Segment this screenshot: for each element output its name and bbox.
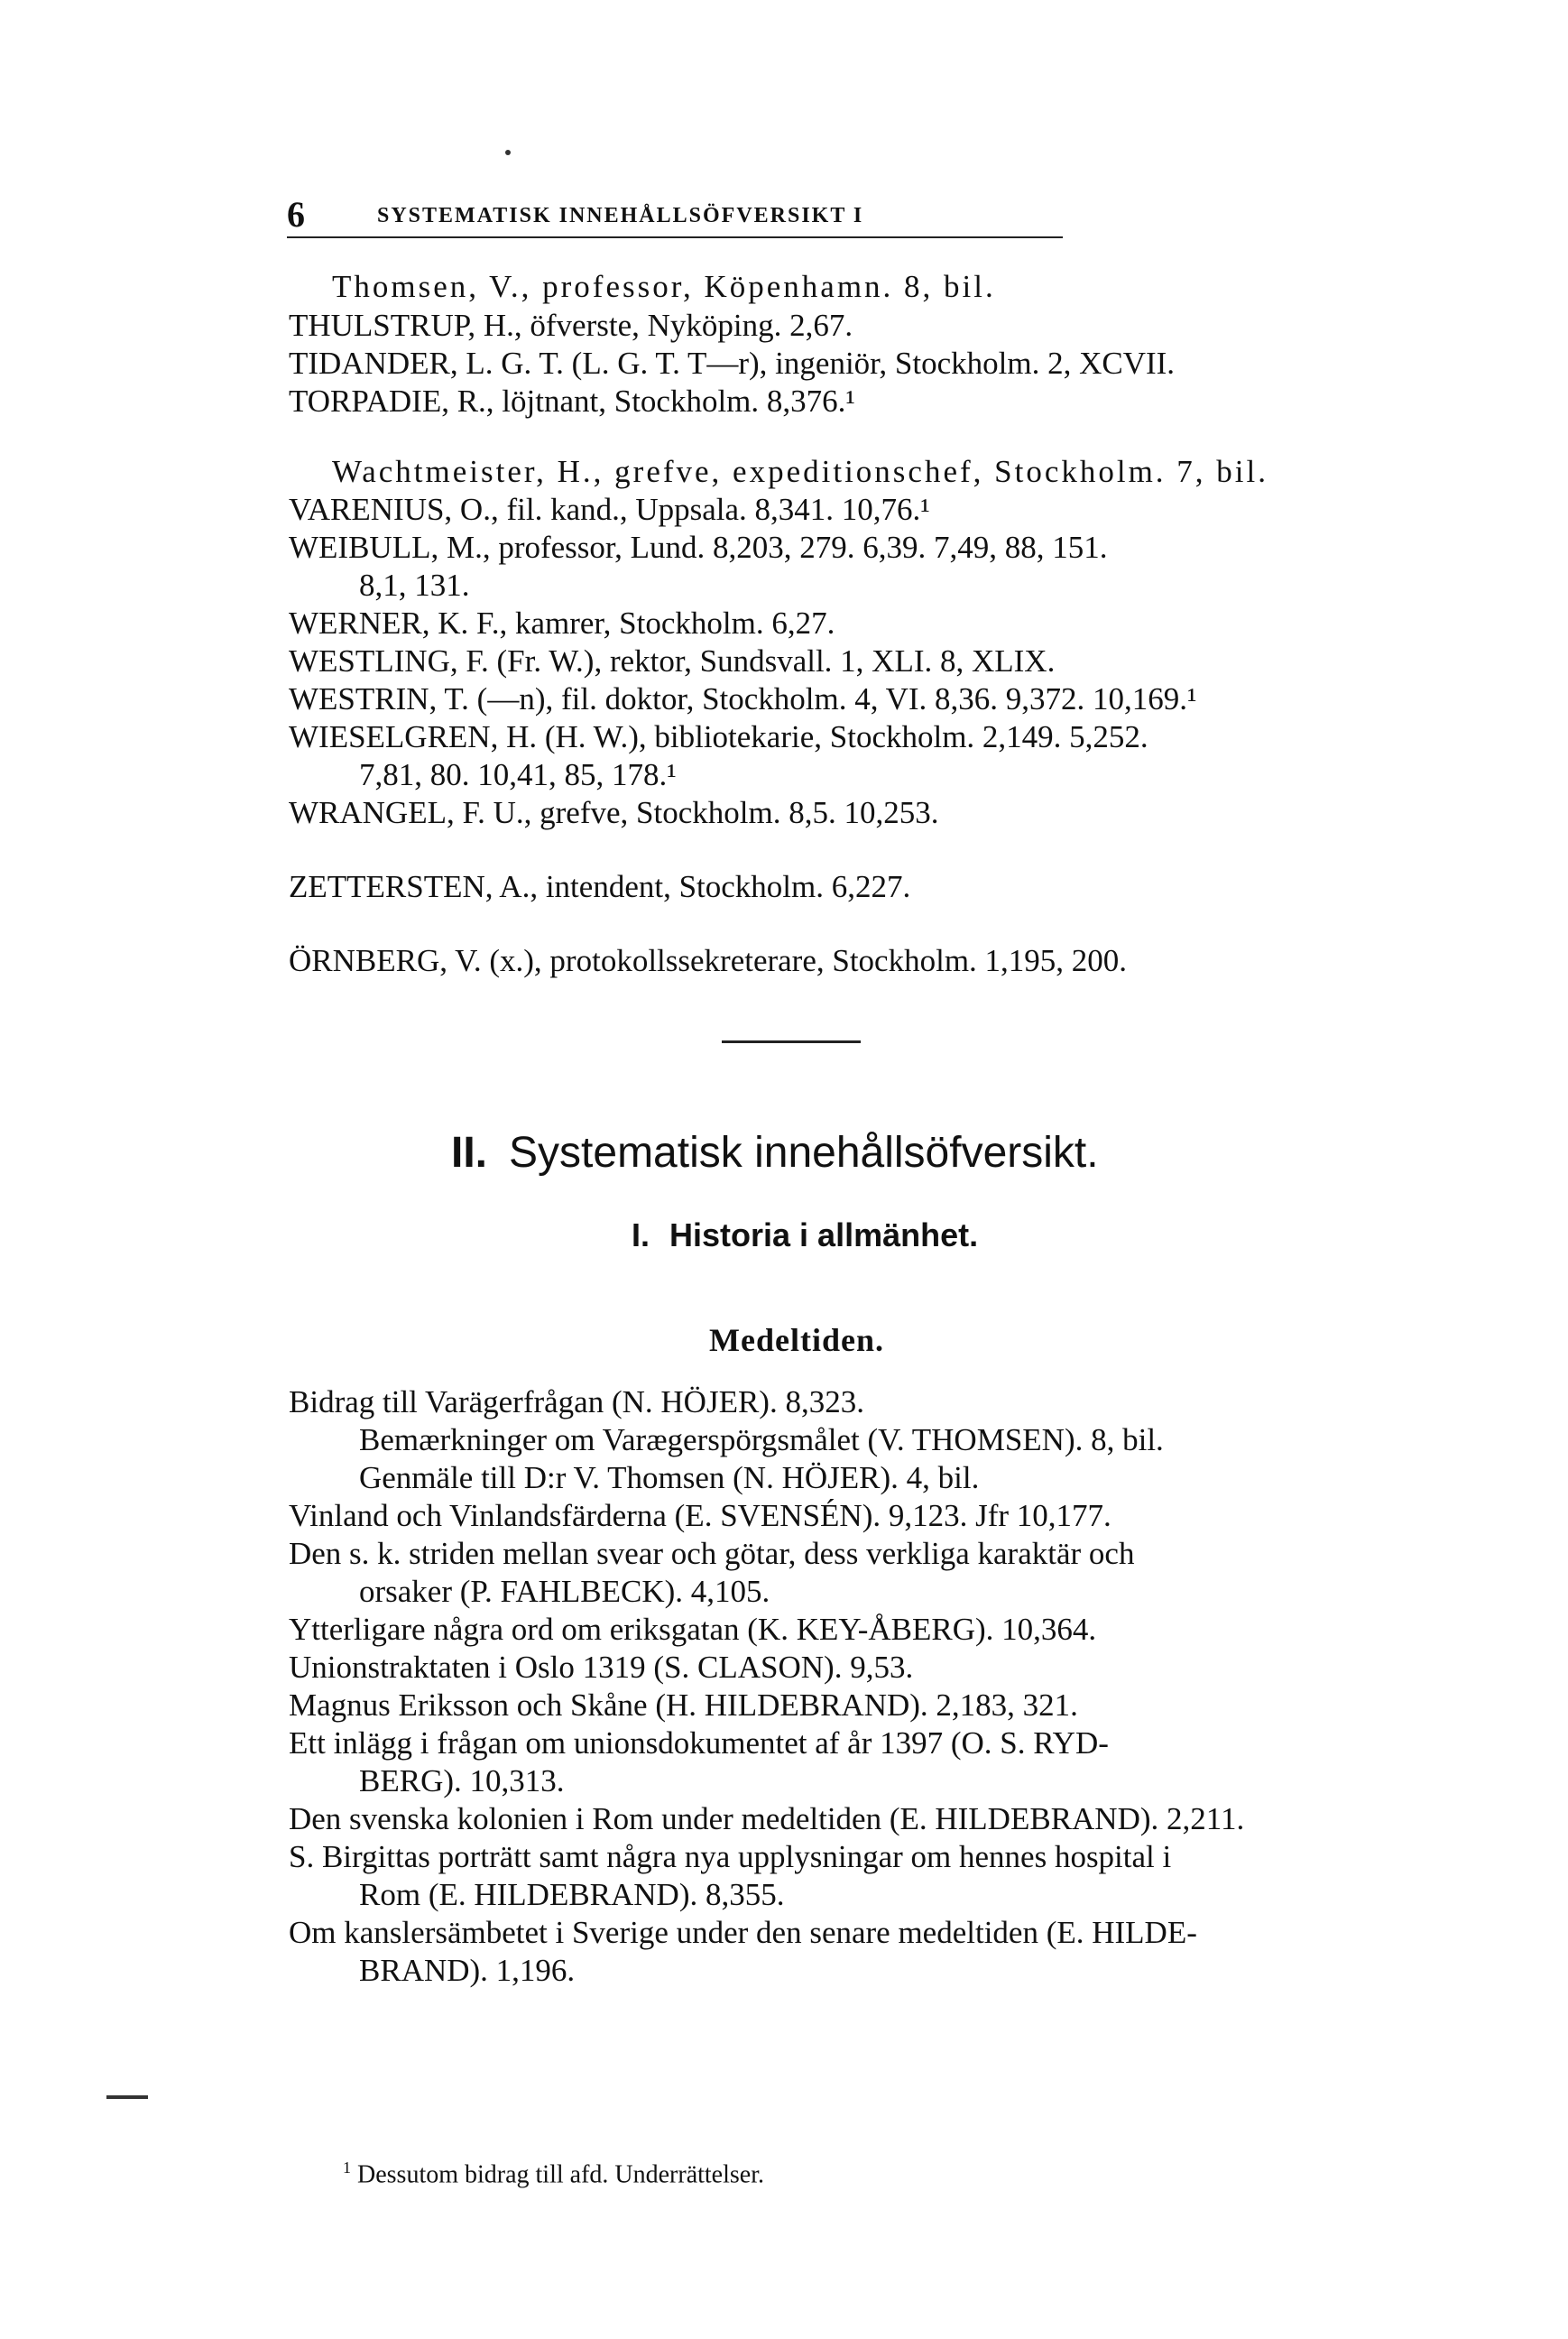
subsection-heading: [632, 1216, 978, 1254]
footnote: [343, 2159, 764, 2189]
bibliography-entry: Bemærkninger om Varægerspörgsmålet (V. THOMSEN). 8, bil.: [359, 1422, 1164, 1457]
footnote-marker: 1: [343, 2159, 351, 2177]
bibliography-entry-continuation: BERG). 10,313.: [359, 1763, 565, 1798]
bibliography-entry: Den svenska kolonien i Rom under medeltiden (E. HILDEBRAND). 2,211.: [289, 1801, 1245, 1836]
section-number: II.: [451, 1129, 488, 1177]
section-divider: [722, 1040, 861, 1043]
section-heading: [451, 1128, 1263, 1178]
register-entry: Thomsen, V., professor, Köpenhamn. 8, bil.: [332, 269, 996, 304]
register-entry-continuation: 7,81, 80. 10,41, 85, 178.¹: [359, 757, 677, 792]
section-title: Systematisk innehållsöfversikt.: [509, 1129, 1099, 1177]
register-entry: ÖRNBERG, V. (x.), protokollssekreterare, Stockholm. 1,195, 200.: [289, 943, 1128, 978]
bibliography-entry: Vinland och Vinlandsfärderna (E. SVENSÉN). 9,123. Jfr 10,177.: [289, 1498, 1111, 1533]
register-entry: TIDANDER, L. G. T. (L. G. T. T—r), ingeniör, Stockholm. 2, XCVII.: [289, 346, 1176, 381]
footnote-text: Dessutom bidrag till afd. Underrättelser.: [357, 2160, 764, 2189]
subsection-number: I.: [632, 1216, 650, 1253]
register-entry: WERNER, K. F., kamrer, Stockholm. 6,27.: [289, 606, 835, 641]
register-entry: ZETTERSTEN, A., intendent, Stockholm. 6,227.: [289, 869, 911, 904]
bibliography-entry: Ett inlägg i frågan om unionsdokumentet af år 1397 (O. S. RYD-: [289, 1725, 1109, 1761]
register-entry: Wachtmeister, H., grefve, expeditionschef, Stockholm. 7, bil.: [332, 454, 1269, 489]
bibliography-entry: Genmäle till D:r V. Thomsen (N. HÖJER). 4, bil.: [359, 1460, 980, 1495]
running-title: SYSTEMATISK INNEHÅLLSÖFVERSIKT I: [377, 204, 864, 227]
bibliography-entry: Unionstraktaten i Oslo 1319 (S. CLASON). 9,53.: [289, 1650, 914, 1685]
register-entry: WESTLING, F. (Fr. W.), rektor, Sundsvall. 1, XLI. 8, XLIX.: [289, 643, 1056, 679]
subsection-title: Historia i allmänhet.: [669, 1216, 979, 1253]
bibliography-entry: Ytterligare några ord om eriksgatan (K. KEY-ÅBERG). 10,364.: [289, 1612, 1097, 1647]
bibliography-entry-continuation: Rom (E. HILDEBRAND). 8,355.: [359, 1877, 785, 1912]
register-entry: WIESELGREN, H. (H. W.), bibliotekarie, Stockholm. 2,149. 5,252.: [289, 719, 1148, 754]
bibliography-entry-continuation: BRAND). 1,196.: [359, 1953, 576, 1988]
scan-mark: [505, 150, 511, 155]
bibliography-entry: Den s. k. striden mellan svear och götar, dess verkliga karaktär och: [289, 1536, 1135, 1571]
bibliography-entry-continuation: orsaker (P. FAHLBECK). 4,105.: [359, 1574, 770, 1609]
period-heading: Medeltiden.: [709, 1322, 884, 1358]
register-entry-continuation: 8,1, 131.: [359, 568, 470, 603]
page-number: 6: [287, 194, 305, 235]
scan-mark: [106, 2095, 148, 2099]
register-entry: WESTRIN, T. (—n), fil. doktor, Stockholm. 4, VI. 8,36. 9,372. 10,169.¹: [289, 681, 1197, 716]
bibliography-entry: Magnus Eriksson och Skåne (H. HILDEBRAND). 2,183, 321.: [289, 1687, 1078, 1723]
header-rule: [287, 236, 1063, 238]
register-entry: WEIBULL, M., professor, Lund. 8,203, 279. 6,39. 7,49, 88, 151.: [289, 530, 1108, 565]
bibliography-entry: Bidrag till Varägerfrågan (N. HÖJER). 8,323.: [289, 1384, 864, 1419]
register-entry: THULSTRUP, H., öfverste, Nyköping. 2,67.: [289, 308, 853, 343]
register-entry: WRANGEL, F. U., grefve, Stockholm. 8,5. 10,253.: [289, 795, 939, 830]
running-header: [287, 193, 1351, 238]
bibliography-entry: S. Birgittas porträtt samt några nya upplysningar om hennes hospital i: [289, 1839, 1172, 1874]
register-entry: VARENIUS, O., fil. kand., Uppsala. 8,341. 10,76.¹: [289, 492, 930, 527]
register-entry: TORPADIE, R., löjtnant, Stockholm. 8,376.¹: [289, 384, 855, 419]
bibliography-entry: Om kanslersämbetet i Sverige under den senare medeltiden (E. HILDE-: [289, 1915, 1197, 1950]
